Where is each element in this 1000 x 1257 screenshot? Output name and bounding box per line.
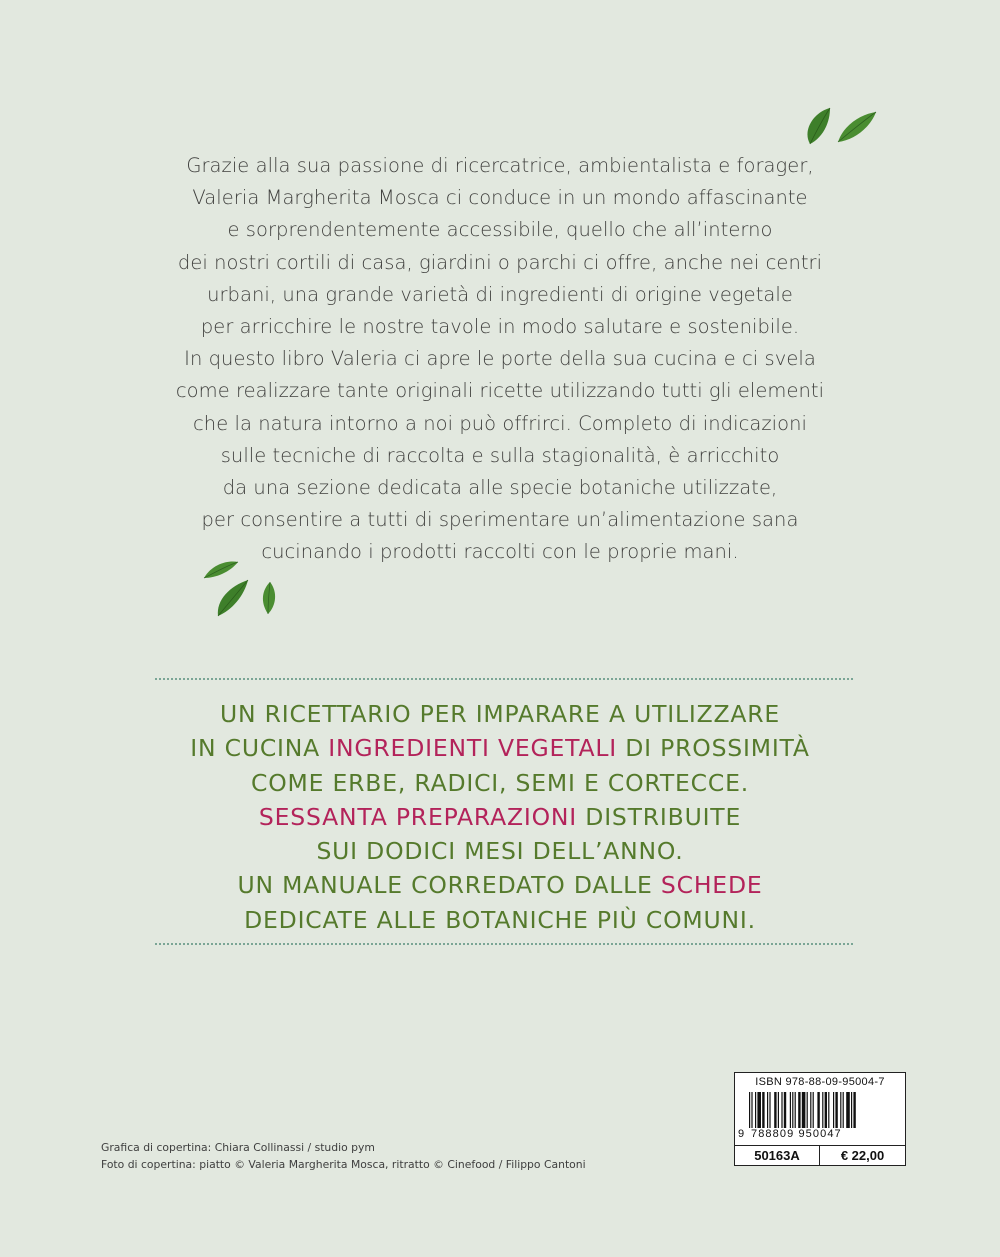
photo-credit: Foto di copertina: piatto © Valeria Margherita Mosca, ritratto © Cinefood / Filippo Cantoni <box>101 1157 586 1171</box>
intro-line: come realizzare tante originali ricette utilizzando tutti gli elementi <box>175 379 825 403</box>
design-credit: Grafica di copertina: Chiara Collinassi / studio pym <box>101 1141 375 1154</box>
barcode-lead-digit: 9 <box>738 1128 745 1140</box>
highlight-line <box>130 834 870 868</box>
intro-line: In questo libro Valeria ci apre le porte della sua cucina e ci svela <box>184 347 816 371</box>
intro-line: che la natura intorno a noi può offrirci. Completo di indicazioni <box>193 411 807 435</box>
intro-line: Grazie alla sua passione di ricercatrice, ambientalista e forager, <box>186 154 814 177</box>
divider-top <box>155 678 853 680</box>
highlight-text: UN RICETTARIO PER IMPARARE A UTILIZZARE <box>219 700 781 728</box>
barcode-footer <box>735 1145 905 1166</box>
highlights-block <box>130 697 870 937</box>
highlight-emphasis: SCHEDE <box>660 871 763 900</box>
intro-line: cucinando i prodotti raccolti con le proprie mani. <box>261 540 739 564</box>
highlight-line <box>130 868 870 902</box>
highlight-line <box>130 766 870 800</box>
intro-line: Valeria Margherita Mosca ci conduce in un mondo affascinante <box>192 186 808 210</box>
barcode-digits: 788809 950047 <box>751 1128 842 1140</box>
highlight-text: COME ERBE, RADICI, SEMI E CORTECCE. <box>251 768 749 797</box>
barcode-box <box>734 1072 906 1166</box>
isbn-label: ISBN 978-88-09-95004-7 <box>755 1076 885 1088</box>
highlight-emphasis: SESSANTA PREPARAZIONI <box>258 802 578 831</box>
intro-line: e sorprendentemente accessibile, quello che all’interno <box>227 218 773 242</box>
price-label: € 22,00 <box>840 1148 885 1163</box>
leaf-icon <box>800 100 880 150</box>
highlight-text: IN CUCINA <box>190 734 329 763</box>
intro-line: urbani, una grande varietà di ingredienti di origine vegetale <box>207 282 793 306</box>
highlight-text: DI PROSSIMITÀ <box>617 734 810 763</box>
highlight-text: UN MANUALE CORREDATO DALLE <box>237 871 661 900</box>
cover-credits <box>101 1140 586 1173</box>
highlight-emphasis: INGREDIENTI VEGETALI <box>328 734 618 763</box>
barcode-icon <box>749 1092 893 1128</box>
intro-line: sulle tecniche di raccolta e sulla stagionalità, è arricchito <box>220 443 780 467</box>
product-code: 50163A <box>735 1146 820 1166</box>
intro-line: per arricchire le nostre tavole in modo salutare e sostenibile. <box>200 315 800 339</box>
intro-line: da una sezione dedicata alle specie botaniche utilizzate, <box>222 476 778 500</box>
highlight-line <box>130 697 870 731</box>
highlight-line <box>130 731 870 765</box>
divider-bottom <box>155 943 853 945</box>
highlight-text: DISTRIBUITE <box>577 802 742 831</box>
highlight-text: SUI DODICI MESI DELL’ANNO. <box>316 837 684 866</box>
intro-line: dei nostri cortili di casa, giardini o parchi ci offre, anche nei centri <box>177 250 823 274</box>
intro-paragraph <box>130 150 870 569</box>
highlight-text: DEDICATE ALLE BOTANICHE PIÙ COMUNI. <box>244 905 756 934</box>
highlight-line <box>130 800 870 834</box>
highlight-line <box>130 903 870 937</box>
intro-line: per consentire a tutti di sperimentare un’alimentazione sana <box>201 508 799 532</box>
